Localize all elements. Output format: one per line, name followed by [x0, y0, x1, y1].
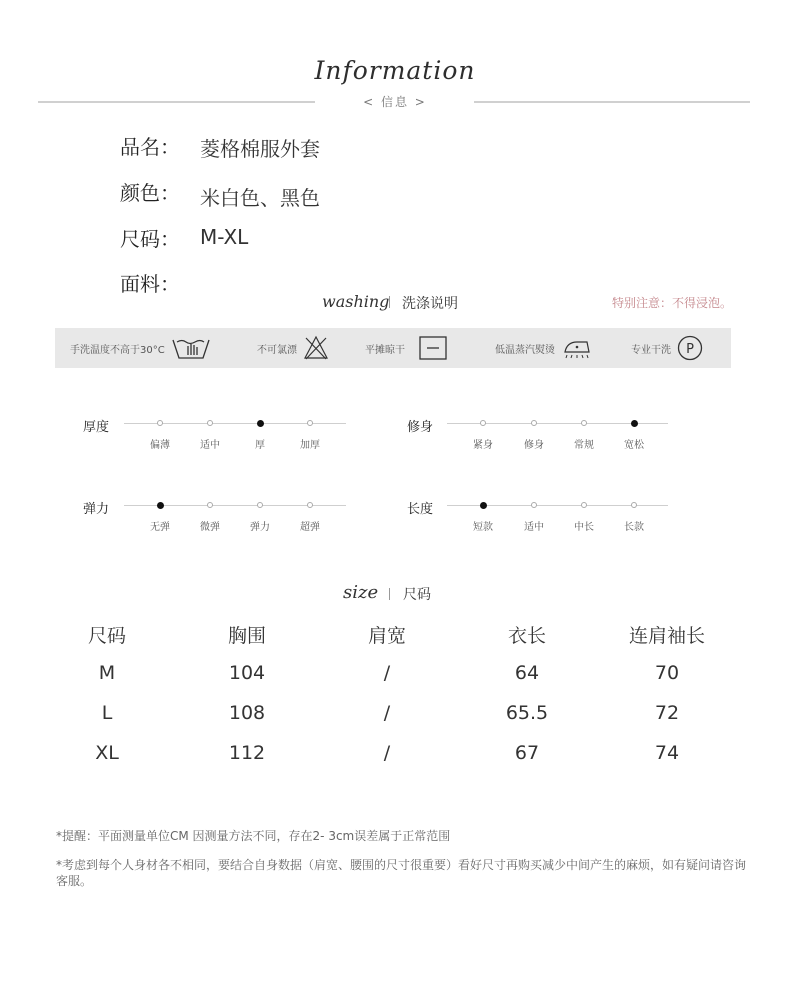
size-table-cell: /: [383, 742, 391, 764]
scale-dot: [531, 420, 537, 426]
product-size-value: M-XL: [200, 225, 249, 249]
hand-wash-tub-icon: [171, 334, 211, 362]
wash-item-dry-flat: [365, 328, 447, 368]
scale-option-label: 紧身: [473, 440, 493, 451]
size-table-cell: 67: [514, 742, 540, 764]
size-table-header: 胸围: [227, 625, 266, 647]
size-table-cell: /: [383, 662, 391, 684]
svg-text:P: P: [686, 342, 694, 357]
scale-dot: [531, 502, 537, 508]
scale-dot: [307, 420, 313, 426]
scale-option-label: 超弹: [300, 522, 320, 533]
no-bleach-icon: [303, 335, 329, 361]
washing-title-divider: [389, 296, 390, 308]
wash-item-label: 手洗温度不高于30°C: [70, 344, 165, 356]
size-table-header: 尺码: [87, 625, 126, 647]
measurement-note: *提醒：平面测量单位CM 因测量方法不同，存在2- 3cm误差属于正常范围: [56, 829, 451, 843]
product-fabric-label: 面料：: [120, 272, 180, 296]
scale-option-label: 常规: [574, 440, 594, 451]
scale-dot-selected: [257, 420, 264, 427]
washing-title-cn: 洗涤说明: [402, 296, 458, 312]
scale-option-label: 微弹: [200, 522, 220, 533]
scale-option-label: 长款: [624, 522, 644, 533]
scale-dot: [307, 502, 313, 508]
wash-item-low-steam-iron: [495, 328, 591, 368]
scale-dot: [207, 502, 213, 508]
size-title-en: size: [343, 582, 379, 603]
fitting-advice-note: *考虑到每个人身材各不相同，要结合自身数据（肩宽、腰围的尺寸很重要）看好尺寸再购买减少中间产生的麻烦，如有疑问请咨询客服。: [56, 858, 747, 888]
size-table-cell: XL: [95, 742, 119, 764]
size-table-header: 衣长: [507, 625, 546, 647]
scale-option-label: 无弹: [150, 522, 170, 533]
wash-item-label: 专业干洗: [631, 344, 671, 356]
wash-item-hand-wash: [70, 328, 211, 368]
size-table-cell: 65.5: [505, 702, 549, 724]
size-title-divider: [389, 588, 390, 600]
size-table-cell: 104: [228, 662, 266, 684]
scale-option-label: 适中: [200, 440, 220, 451]
size-table-cell: 108: [228, 702, 266, 724]
size-table-header: 肩宽: [367, 625, 406, 647]
attribute-label: 弹力: [83, 502, 110, 517]
low-steam-iron-icon: [561, 336, 591, 360]
attribute-label: 厚度: [83, 420, 110, 435]
scale-dot: [207, 420, 213, 426]
scale-option-label: 修身: [524, 440, 544, 451]
scale-dot-selected: [157, 502, 164, 509]
scale-option-label: 弹力: [250, 522, 270, 533]
product-color-label: 颜色：: [120, 181, 180, 205]
size-table-cell: /: [383, 702, 391, 724]
attribute-label: 修身: [407, 420, 434, 435]
scale-dot: [581, 502, 587, 508]
wash-item-dry-clean: [631, 328, 703, 368]
scale-dot: [257, 502, 263, 508]
dry-clean-p-icon: [677, 335, 703, 361]
washing-instructions-bar: [55, 328, 731, 368]
size-table-cell: 72: [654, 702, 680, 724]
size-table-cell: 70: [654, 662, 680, 684]
scale-dot: [157, 420, 163, 426]
page-subtitle: < 信息 >: [363, 95, 427, 109]
wash-item-label: 不可氯漂: [257, 344, 297, 356]
product-name-label: 品名：: [120, 135, 180, 159]
scale-dot: [581, 420, 587, 426]
scale-dot: [480, 420, 486, 426]
scale-option-label: 宽松: [624, 440, 644, 451]
size-table-cell: 74: [654, 742, 680, 764]
attribute-label: 长度: [407, 502, 434, 517]
wash-item-label: 低温蒸汽熨烫: [495, 344, 555, 356]
scale-option-label: 厚: [255, 440, 265, 451]
dry-flat-icon: [419, 336, 447, 360]
page-title: Information: [314, 56, 476, 85]
washing-title-en: washing: [322, 292, 390, 311]
scale-dot-selected: [480, 502, 487, 509]
size-table-cell: L: [101, 702, 113, 724]
size-table-cell: 64: [514, 662, 540, 684]
size-table-cell: 112: [228, 742, 266, 764]
washing-warning: 特别注意：不得浸泡。: [611, 296, 732, 310]
product-size-label: 尺码：: [120, 227, 180, 251]
wash-item-label: 平摊晾干: [365, 344, 405, 356]
size-table-cell: M: [98, 662, 116, 684]
wash-item-no-bleach: [257, 328, 329, 368]
scale-option-label: 加厚: [300, 440, 320, 451]
scale-dot: [631, 502, 637, 508]
product-name-value: 菱格棉服外套: [200, 137, 320, 161]
scale-option-label: 短款: [473, 522, 493, 533]
scale-option-label: 中长: [574, 522, 594, 533]
scale-option-label: 适中: [524, 522, 544, 533]
product-color-value: 米白色、黑色: [200, 186, 320, 210]
size-title-cn: 尺码: [403, 587, 431, 603]
size-table-header: 连肩袖长: [628, 625, 705, 647]
scale-dot-selected: [631, 420, 638, 427]
scale-option-label: 偏薄: [150, 440, 170, 451]
